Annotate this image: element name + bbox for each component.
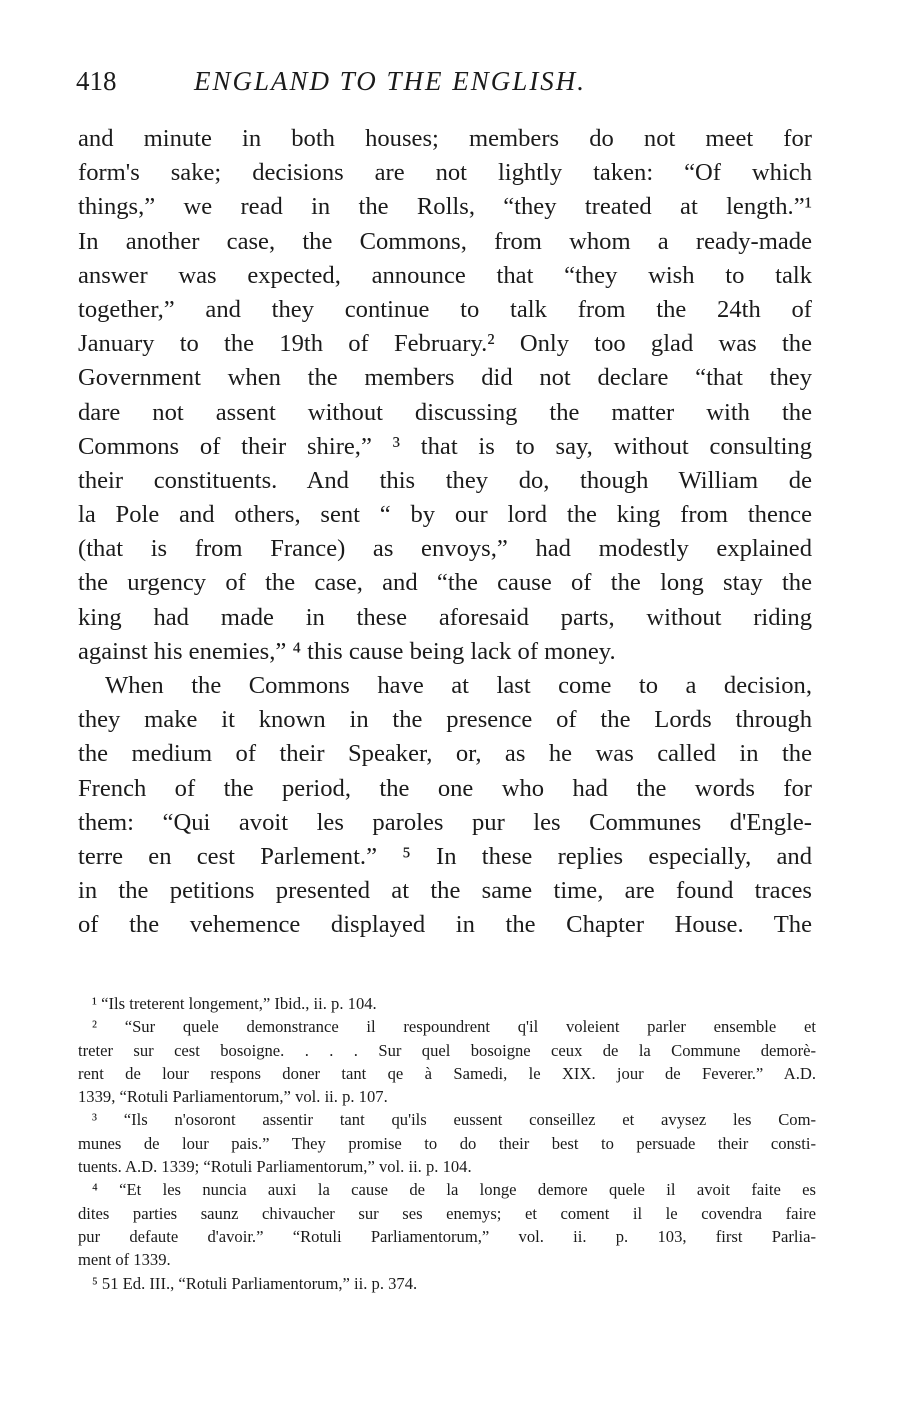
footnote-line: rent de lour respons doner tant qe à Samedi, le XIX. jour de Feverer.” A.D. — [78, 1063, 816, 1083]
body-line: in the petitions presented at the same time, are found traces — [78, 877, 812, 905]
body-line: terre en cest Parlement.” ⁵ In these replies especially, and — [78, 842, 812, 870]
body-line: and minute in both houses; members do not meet for — [78, 125, 812, 152]
body-line: against his enemies,” ⁴ this cause being lack of money. — [78, 637, 616, 665]
page-header — [76, 66, 816, 106]
body-line: form's sake; decisions are not lightly taken: “Of which — [78, 159, 812, 187]
body-line: When the Commons have at last come to a decision, — [105, 672, 812, 699]
footnote-line: ment of 1339. — [78, 1250, 171, 1270]
footnote-line: tuents. A.D. 1339; “Rotuli Parliamentorum,” vol. ii. p. 104. — [78, 1157, 472, 1177]
body-line: them: “Qui avoit les paroles pur les Communes d'Engle- — [78, 808, 812, 836]
body-line: French of the period, the one who had the words for — [78, 774, 812, 802]
footnote-line: ⁴ “Et les nuncia auxi la cause de la longe demore quele il avoit faite es — [92, 1180, 816, 1200]
body-line: January to the 19th of February.² Only too glad was the — [78, 330, 812, 358]
body-text — [78, 122, 812, 943]
body-line: dare not assent without discussing the matter with the — [78, 398, 812, 426]
footnote-line: dites parties saunz chivaucher sur ses enemys; et coment il le covendra faire — [78, 1203, 816, 1223]
body-line: answer was expected, announce that “they wish to talk — [78, 261, 812, 289]
body-line: of the vehemence displayed in the Chapter House. The — [78, 911, 812, 939]
body-line: Commons of their shire,” ³ that is to say, without consulting — [78, 432, 812, 460]
body-line: their constituents. And this they do, though William de — [78, 466, 812, 494]
body-line: In another case, the Commons, from whom a ready-made — [78, 227, 812, 255]
running-title: ENGLAND TO THE ENGLISH. — [194, 66, 587, 96]
body-line: Government when the members did not declare “that they — [78, 364, 812, 392]
body-line: la Pole and others, sent “ by our lord the king from thence — [78, 501, 812, 529]
body-line: things,” we read in the Rolls, “they treated at length.”¹ — [78, 193, 812, 221]
footnote-line: ⁵ 51 Ed. III., “Rotuli Parliamentorum,” ii. p. 374. — [92, 1273, 418, 1293]
footnote-line: pur defaute d'avoir.” “Rotuli Parliamentorum,” vol. ii. p. 103, first Parlia- — [78, 1226, 816, 1246]
footnote-line: ¹ “Ils treterent longement,” Ibid., ii. p. 104. — [92, 994, 377, 1013]
body-line: they make it known in the presence of the Lords through — [78, 706, 812, 734]
page-number: 418 — [76, 66, 117, 96]
footnote-line: ² “Sur quele demonstrance il respoundrent q'il voleient parler ensemble et — [92, 1017, 816, 1037]
body-line: the urgency of the case, and “the cause of the long stay the — [78, 569, 812, 597]
body-line: the medium of their Speaker, or, as he was called in the — [78, 740, 812, 768]
body-line: king had made in these aforesaid parts, without riding — [78, 603, 812, 631]
footnote-line: treter sur cest bosoigne. . . . Sur quel bosoigne ceux de la Commune demorè- — [78, 1040, 816, 1060]
body-line: (that is from France) as envoys,” had modestly explained — [78, 535, 812, 563]
footnote-line: ³ “Ils n'osoront assentir tant qu'ils eussent conseillez et avysez les Com- — [92, 1110, 816, 1130]
body-line: together,” and they continue to talk from the 24th of — [78, 295, 812, 323]
footnote-line: 1339, “Rotuli Parliamentorum,” vol. ii. p. 107. — [78, 1087, 388, 1107]
footnote-line: munes de lour pais.” They promise to do their best to persuade their consti- — [78, 1133, 816, 1153]
footnotes — [78, 992, 816, 1295]
